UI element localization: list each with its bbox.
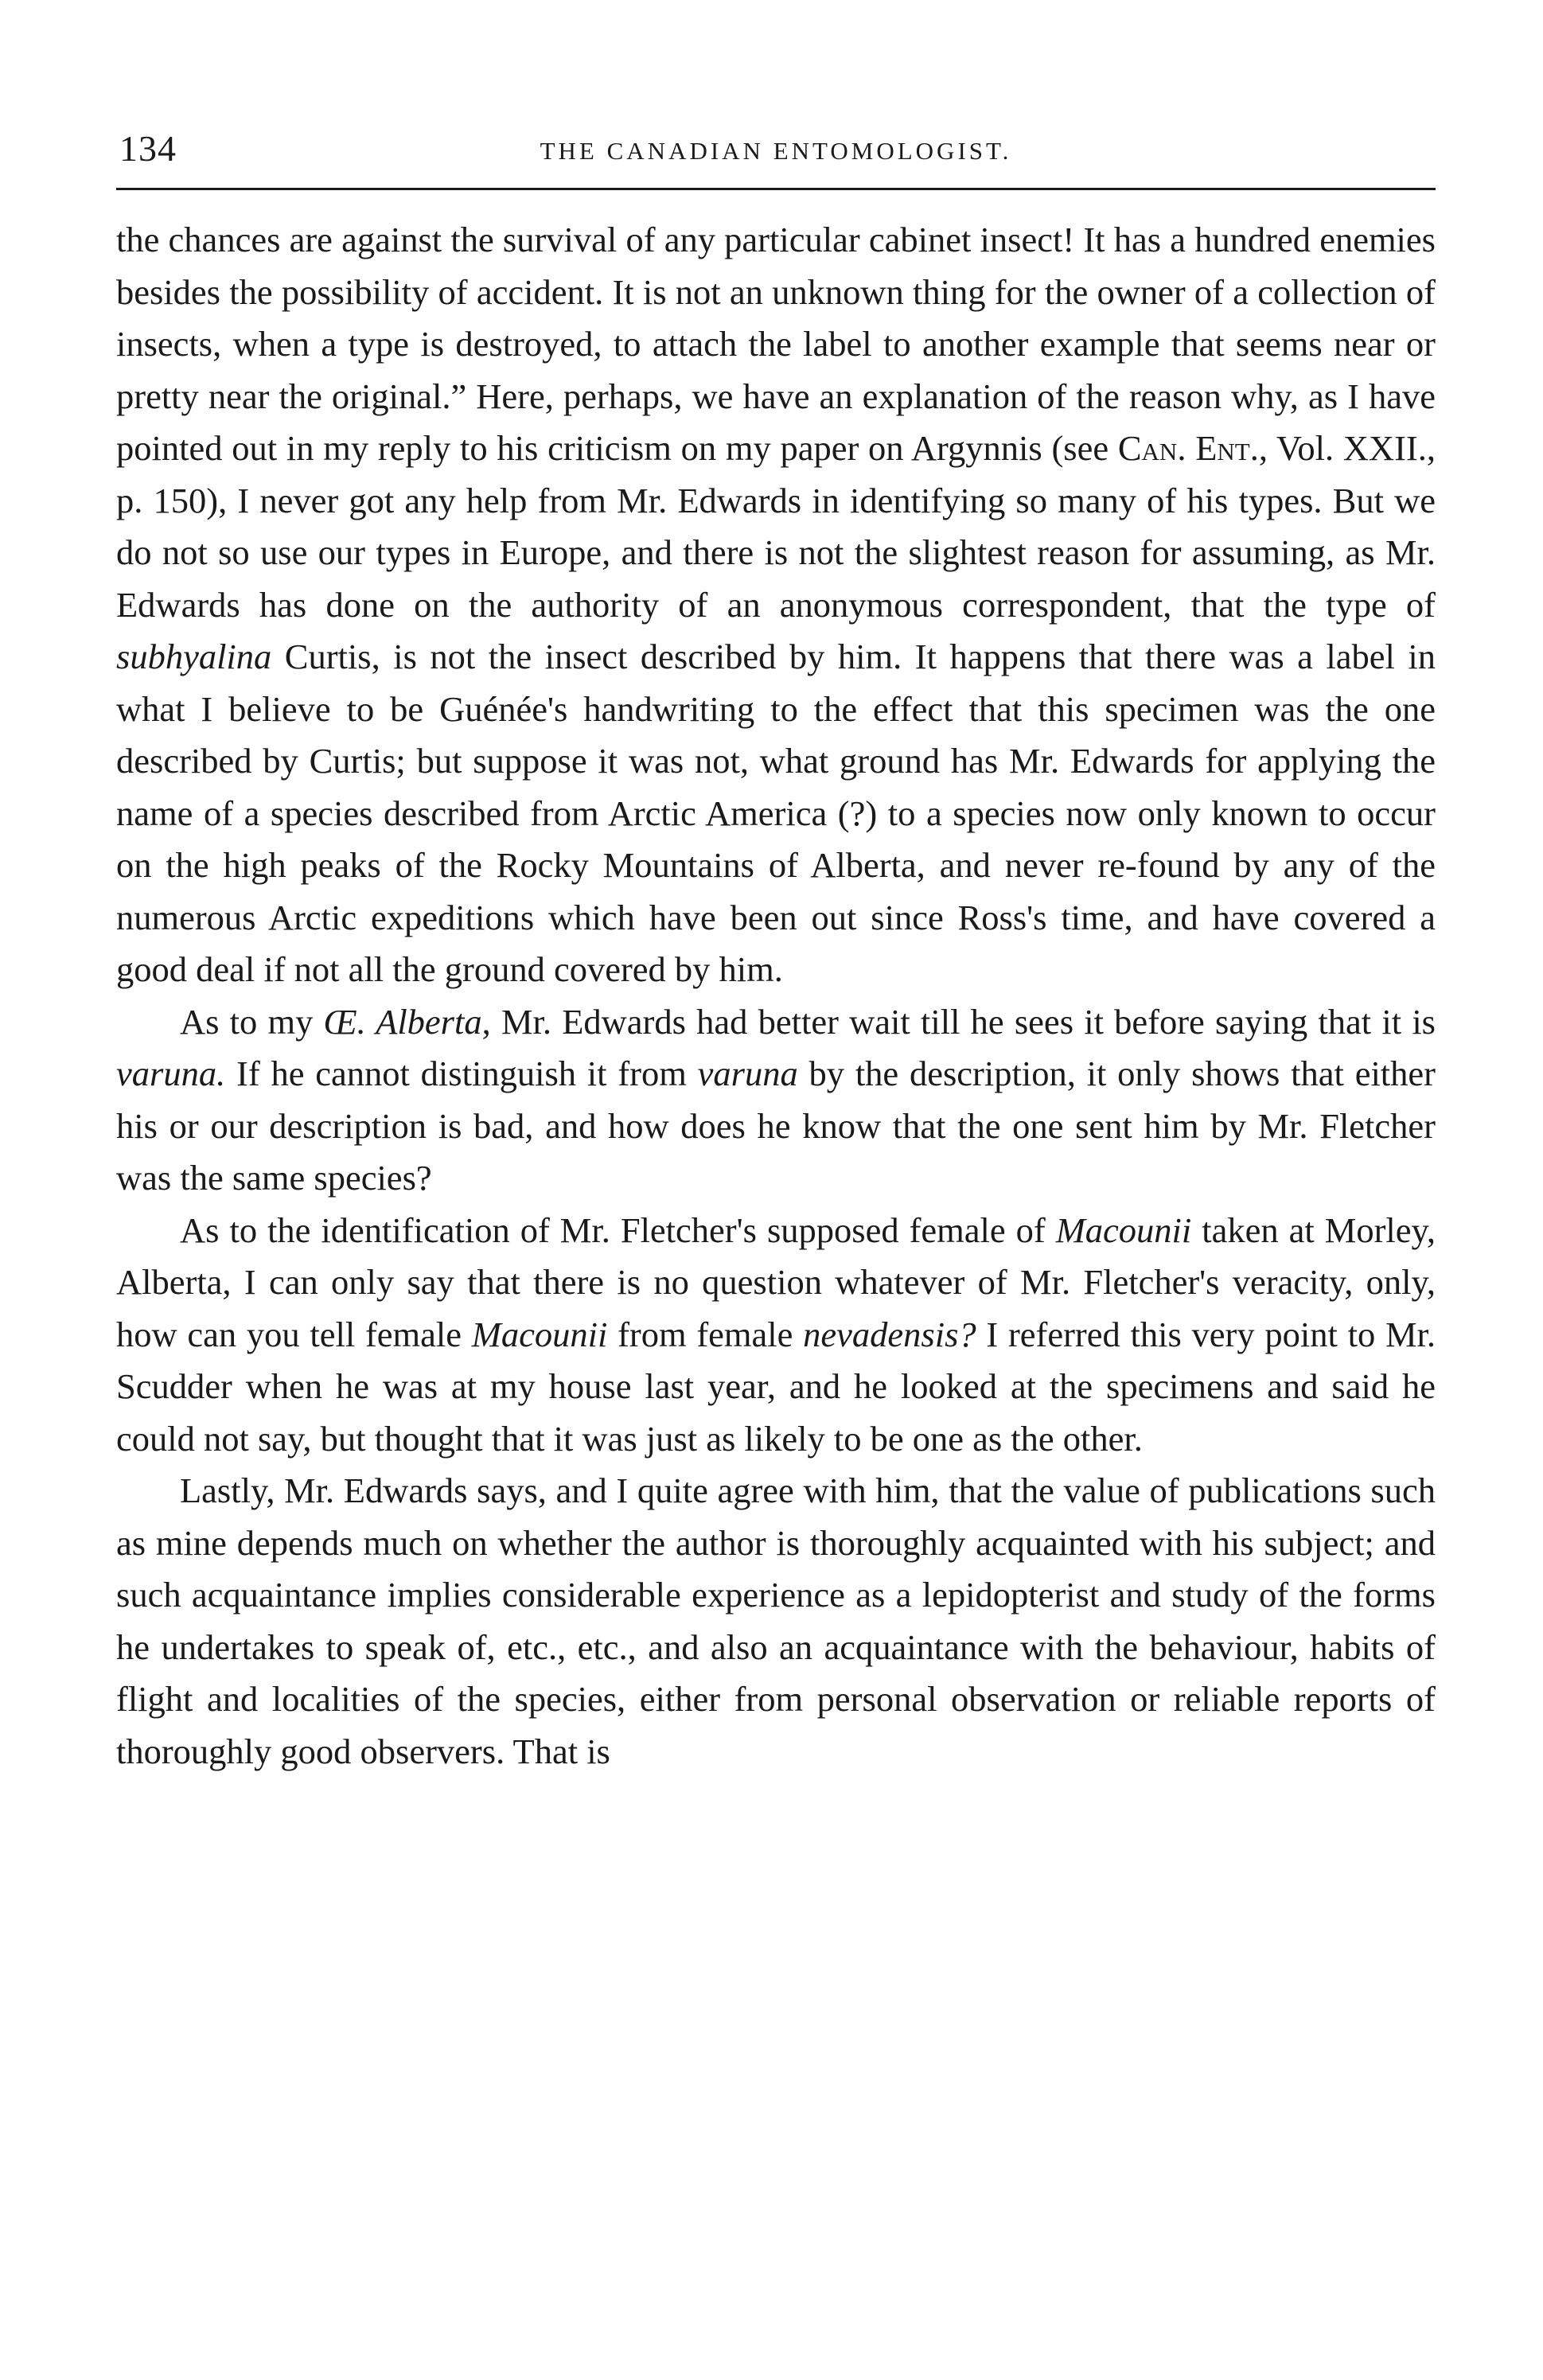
species-name: Macounii — [1055, 1209, 1192, 1250]
paragraph-4 — [116, 1465, 1436, 1778]
text-span: If he cannot distinguish it from — [225, 1054, 698, 1093]
text-span: Curtis, is not the insect described by him. It happens that there was a label in what I believe to be Guénée's handwriting to the effect that this specimen was the one described by Curtis; but suppose it was not, what ground has Mr. Edwards for applying the name of a species described from Arctic America (?) to a species now only known to occur on the high peaks of the Rocky Mountains of Alberta, and never re-found by any of the numerous Arctic expeditions which have been out since Ross's time, and have covered a good deal if not all the ground covered by him. — [116, 637, 1436, 989]
species-name: varuna. — [116, 1054, 226, 1093]
text-span: Lastly, Mr. Edwards says, and I quite agree with him, that the value of publications such as mine depends much on whether the author is thoroughly acquainted with his subject; and such acquaintance implies considerable experience as a lepidopterist and study of the forms he undertakes to speak of, etc., etc., and also an acquaintance with the behaviour, habits of flight and localities of the species, either from personal observation or reliable reports of thoroughly good observers. That is — [116, 1470, 1436, 1771]
species-name: Œ. Alberta — [323, 1001, 482, 1042]
paragraph-2 — [116, 996, 1436, 1205]
page — [116, 119, 1436, 1778]
text-span: by the description, it only shows that either his or our description is bad, and how does he know that the one sent him by Mr. Fletcher was the same species? — [116, 1054, 1436, 1198]
page-header — [116, 119, 1436, 175]
paragraph-3 — [116, 1205, 1436, 1466]
species-name: nevadensis? — [803, 1314, 976, 1354]
species-name: varuna — [697, 1054, 798, 1093]
running-head: THE CANADIAN ENTOMOLOGIST. — [540, 137, 1012, 165]
paragraph-1 — [116, 214, 1436, 996]
text-span: I referred this very point to Mr. Scudder when he was at my house last year, and he looked at the specimens and said he could not say, but thought that it was just as likely to be one as the other. — [116, 1314, 1436, 1459]
text-span: , Mr. Edwards had better wait till he sees it before saying that it is — [481, 1001, 1436, 1042]
body-text — [116, 214, 1436, 1778]
species-name: subhyalina — [116, 637, 272, 676]
text-span: , Vol. XXII., p. 150), I never got any help from Mr. Edwards in identifying so many of his types. But we do not so use our types in Europe, and there is not the slightest reason for assuming, as Mr. Edwards has done on the authority of an anonymous correspondent, that the type of — [116, 428, 1436, 625]
text-span: from female — [607, 1314, 804, 1354]
header-rule — [116, 188, 1436, 190]
species-name: Macounii — [471, 1314, 608, 1354]
page-number: 134 — [119, 128, 177, 169]
text-span: the chances are against the survival of any particular cabinet insect! It has a hundred enemies besides the possibility of accident. It is not an unknown thing for the owner of a collection of insects, when a type is destroyed, to attach the label to another example that seems near or pretty near the original.” Here, perhaps, we have an explanation of the reason why, as I have pointed out in my reply to his criticism on my paper on Argynnis (see — [116, 220, 1436, 468]
text-span: taken at Morley, Alberta, I can only say that there is no question whatever of Mr. Fletcher's veracity, only, how can you tell female — [116, 1209, 1436, 1354]
text-span: As to the identification of Mr. Fletcher's supposed female of — [180, 1209, 1056, 1250]
journal-abbrev: Can. Ent. — [1117, 428, 1259, 468]
text-span: As to my — [180, 1001, 324, 1042]
